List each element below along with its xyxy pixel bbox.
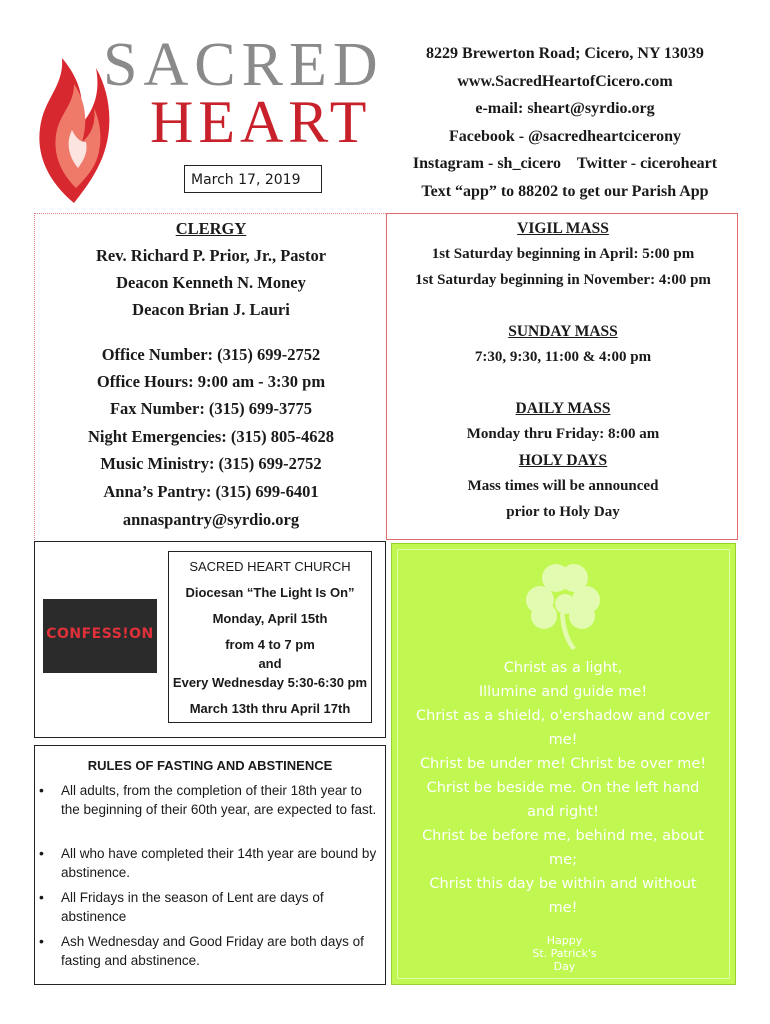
prayer-text <box>408 656 718 920</box>
rule-item <box>39 932 381 970</box>
prayer-line: me! <box>548 900 578 916</box>
prayer-line: Christ as a light, <box>503 660 623 676</box>
rule-item <box>39 844 381 882</box>
clergy-member: Rev. Richard P. Prior, Jr., Pastor <box>95 246 327 265</box>
event-and: and <box>258 656 282 671</box>
clergy-panel <box>34 213 386 540</box>
prayer-line: Christ this day be within and without <box>429 876 697 892</box>
holy-days-line: prior to Holy Day <box>506 504 620 520</box>
rule-item <box>39 888 381 926</box>
clergy-member: Deacon Kenneth N. Money <box>116 273 306 292</box>
fasting-rules-panel <box>34 745 386 985</box>
contact-block <box>385 40 745 205</box>
daily-mass-line: Monday thru Friday: 8:00 am <box>466 426 660 442</box>
rule-text: Ash Wednesday and Good Friday are both days of fasting and abstinence. <box>61 934 364 968</box>
rule-text: All Fridays in the season of Lent are days of abstinence <box>61 890 324 924</box>
rules-title: RULES OF FASTING AND ABSTINENCE <box>87 758 333 773</box>
event-name: Diocesan “The Light Is On” <box>185 585 355 600</box>
vigil-mass-line: 1st Saturday beginning in November: 4:00 pm <box>415 272 711 288</box>
event-date: Monday, April 15th <box>212 611 328 626</box>
prayer-line: me; <box>549 852 577 868</box>
event-time: from 4 to 7 pm <box>225 637 315 652</box>
website-link[interactable]: www.SacredHeartofCicero.com <box>457 72 673 90</box>
daily-mass-title: DAILY MASS <box>515 400 611 417</box>
confession-details <box>168 551 372 723</box>
prayer-line: Illumine and guide me! <box>478 684 648 700</box>
clergy-title: CLERGY <box>175 219 247 238</box>
app-text: Text “app” to 88202 to get our Parish App <box>421 182 709 200</box>
greeting-line: St. Patrick's <box>532 947 597 960</box>
bullet-icon: • <box>39 782 44 798</box>
prayer-panel <box>391 543 736 985</box>
social-handles: Instagram - sh_cicero Twitter - ciceroheart <box>412 155 718 172</box>
event-range: March 13th thru April 17th <box>189 701 351 716</box>
prayer-line: Christ be beside me. On the left hand <box>426 780 700 796</box>
prayer-line: Christ as a shield, o'ershadow and cover <box>416 708 710 724</box>
fax-number: Fax Number: (315) 699-3775 <box>109 399 313 418</box>
holy-days-title: HOLY DAYS <box>518 452 608 469</box>
prayer-line: Christ be under me! Christ be over me! <box>419 756 707 772</box>
bullet-icon: • <box>39 845 44 861</box>
sunday-mass-line: 7:30, 9:30, 11:00 & 4:00 pm <box>474 349 652 365</box>
st-patricks-greeting <box>392 934 737 973</box>
logo-word-heart: HEART <box>150 89 372 155</box>
greeting-line: Day <box>553 960 576 973</box>
heart-flame-icon <box>34 38 114 208</box>
rule-text: All adults, from the completion of their 18th year to the beginning of their 60th year, are expected to fast. <box>61 783 377 817</box>
annas-pantry: Anna’s Pantry: (315) 699-6401 <box>103 482 319 501</box>
confession-badge <box>43 599 157 673</box>
bullet-icon: • <box>39 889 44 905</box>
mass-schedule-panel <box>386 213 738 540</box>
facebook-link[interactable]: Facebook - @sacredheartcicerony <box>448 127 681 145</box>
address: 8229 Brewerton Road; Cicero, NY 13039 <box>426 45 704 62</box>
night-emergencies: Night Emergencies: (315) 805-4628 <box>87 427 335 446</box>
office-hours: Office Hours: 9:00 am - 3:30 pm <box>96 372 326 391</box>
prayer-line: me! <box>548 732 578 748</box>
holy-days-line: Mass times will be announced <box>467 478 659 494</box>
sunday-mass-title: SUNDAY MASS <box>508 323 618 340</box>
rule-text: All who have completed their 14th year are bound by abstinence. <box>61 846 377 880</box>
confession-badge-label: CONFESS!ON <box>46 626 154 642</box>
rule-item <box>39 781 381 819</box>
church-name: SACRED HEART CHURCH <box>189 559 351 574</box>
clergy-member: Deacon Brian J. Lauri <box>132 300 290 319</box>
office-number: Office Number: (315) 699-2752 <box>101 345 321 364</box>
shamrock-icon <box>520 556 610 651</box>
pantry-email-link[interactable]: annaspantry@syrdio.org <box>122 510 300 529</box>
greeting-line: Happy <box>546 934 583 947</box>
prayer-line: Christ be before me, behind me, about <box>422 828 704 844</box>
email-link[interactable]: e-mail: sheart@syrdio.org <box>475 100 655 117</box>
bullet-icon: • <box>39 933 44 949</box>
logo-word-sacred: SACRED <box>103 31 384 99</box>
confession-panel <box>34 541 386 738</box>
bulletin-date: March 17, 2019 <box>184 165 322 193</box>
vigil-mass-title: VIGIL MASS <box>517 220 609 237</box>
music-ministry: Music Ministry: (315) 699-2752 <box>100 454 322 473</box>
vigil-mass-line: 1st Saturday beginning in April: 5:00 pm <box>431 246 695 262</box>
prayer-line: and right! <box>527 804 599 820</box>
event-wednesday: Every Wednesday 5:30-6:30 pm <box>172 675 368 690</box>
